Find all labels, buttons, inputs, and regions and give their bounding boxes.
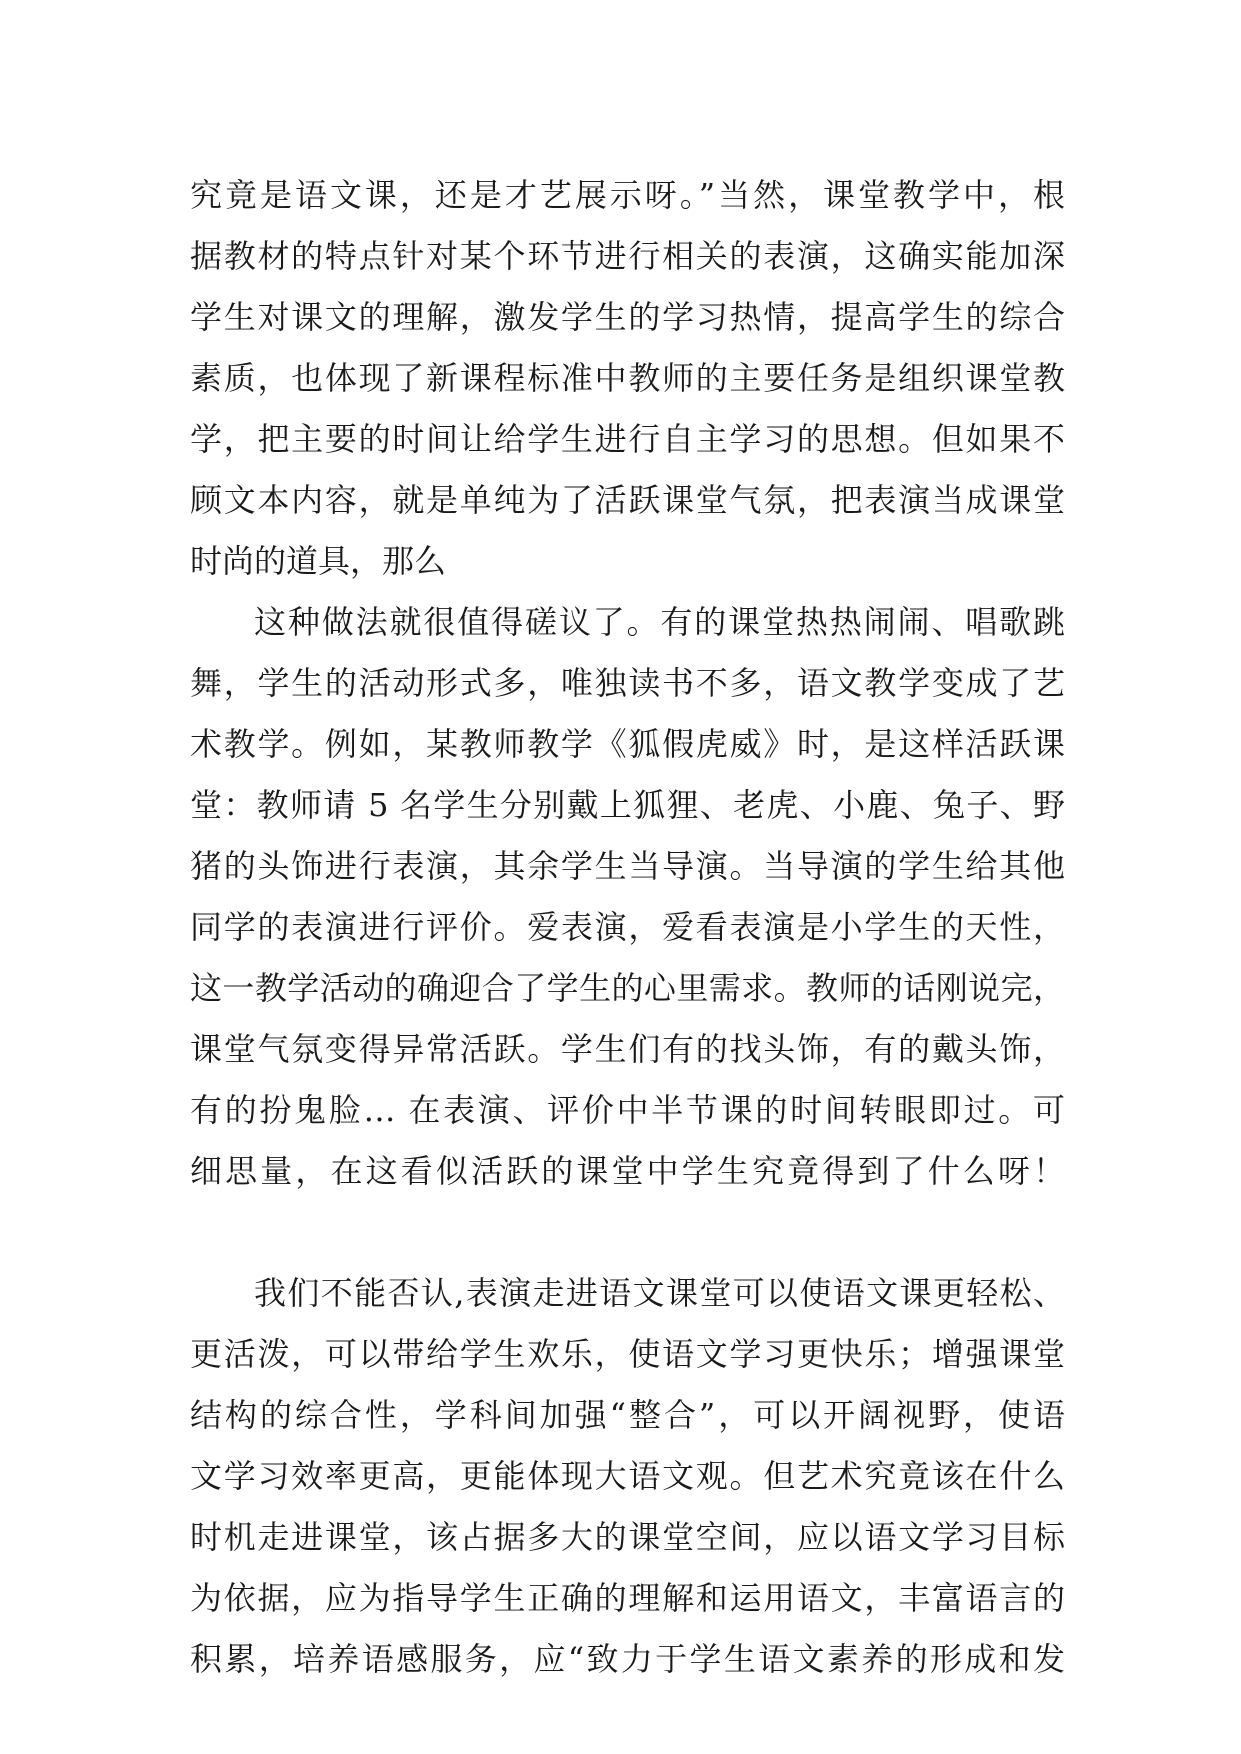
text-line — [190, 1202, 1065, 1263]
text-line: 学，把主要的时间让给学生进行自主学习的思想。但如果不 — [190, 420, 1065, 458]
text-line: 为依据，应为指导学生正确的理解和运用语文，丰富语言的 — [190, 1579, 1065, 1617]
text-line: 据教材的特点针对某个环节进行相关的表演，这确实能加深 — [190, 237, 1065, 275]
text-line: 积累，培养语感服务，应“致力于学生语文素养的形成和发 — [190, 1640, 1065, 1678]
body-text — [190, 165, 1065, 1690]
text-line: 素质，也体现了新课程标准中教师的主要任务是组织课堂教 — [190, 359, 1065, 397]
text-line: 时机走进课堂，该占据多大的课堂空间，应以语文学习目标 — [190, 1518, 1065, 1556]
text-line: 结构的综合性，学科间加强“整合”，可以开阔视野，使语 — [190, 1396, 1065, 1434]
text-line: 舞，学生的活动形式多，唯独读书不多，语文教学变成了艺 — [190, 664, 1065, 702]
text-line: 堂：教师请 5 名学生分别戴上狐狸、老虎、小鹿、兔子、野 — [190, 786, 1065, 824]
text-line: 细思量，在这看似活跃的课堂中学生究竟得到了什么呀！ — [190, 1152, 1065, 1190]
text-line: 同学的表演进行评价。爱表演，爱看表演是小学生的天性， — [190, 908, 1065, 946]
text-line: 猪的头饰进行表演，其余学生当导演。当导演的学生给其他 — [190, 847, 1065, 885]
text-line: 更活泼，可以带给学生欢乐，使语文学习更快乐；增强课堂 — [190, 1335, 1065, 1373]
text-line: 顾文本内容，就是单纯为了活跃课堂气氛，把表演当成课堂 — [190, 481, 1065, 519]
text-line: 学生对课文的理解，激发学生的学习热情，提高学生的综合 — [190, 298, 1065, 336]
text-line: 时尚的道具，那么 — [190, 542, 447, 580]
text-line: 有的扮鬼脸… 在表演、评价中半节课的时间转眼即过。可 — [190, 1091, 1065, 1129]
text-line: 术教学。例如，某教师教学《狐假虎威》时，是这样活跃课 — [190, 725, 1065, 763]
text-line: 这一教学活动的确迎合了学生的心里需求。教师的话刚说完， — [190, 969, 1065, 1007]
text-line: 课堂气氛变得异常活跃。学生们有的找头饰，有的戴头饰， — [190, 1030, 1065, 1068]
text-line: 文学习效率更高，更能体现大语文观。但艺术究竟该在什么 — [190, 1457, 1065, 1495]
text-line: 这种做法就很值得磋议了。有的课堂热热闹闹、唱歌跳 — [254, 603, 1065, 641]
text-line: 我们不能否认,表演走进语文课堂可以使语文课更轻松、 — [254, 1274, 1065, 1312]
text-line: 究竟是语文课，还是才艺展示呀。”当然，课堂教学中，根 — [190, 176, 1065, 214]
